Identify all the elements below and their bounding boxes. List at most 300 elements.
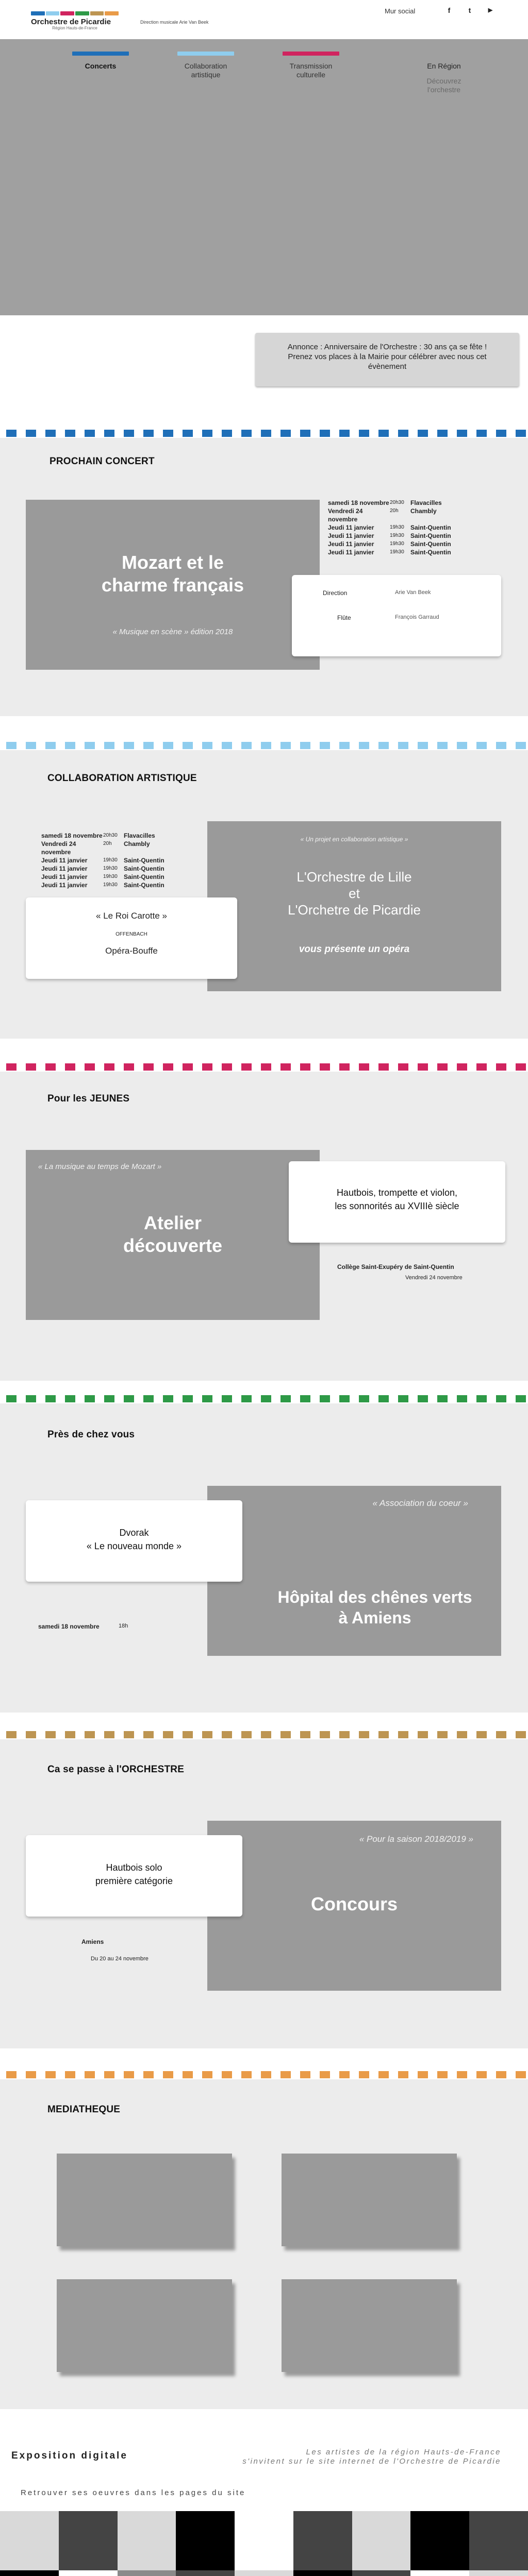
concert-cast-card	[292, 575, 501, 656]
strip-dot	[476, 1395, 487, 1402]
strip-dot	[300, 430, 310, 437]
strip-dot	[241, 1731, 252, 1738]
heading-line: Hôpital des chênes verts	[277, 1588, 472, 1606]
strip-dot	[398, 1063, 408, 1071]
nav-bar-pink	[283, 52, 339, 56]
strip-dot	[418, 430, 428, 437]
strip-dot	[163, 2071, 173, 2078]
strip-dot	[26, 430, 36, 437]
artwork-tile[interactable]	[469, 2511, 528, 2570]
strip-dot	[143, 1395, 154, 1402]
strip-dot	[261, 2071, 271, 2078]
section-strip-lightblue	[0, 742, 528, 750]
pres-time: 18h	[119, 1623, 128, 1629]
strip-dot	[222, 1063, 232, 1071]
direction-label: Direction	[323, 589, 348, 597]
nav-discover-line: Découvrez	[426, 77, 461, 85]
strip-dot	[359, 2071, 369, 2078]
artwork-tile[interactable]	[235, 2511, 293, 2570]
direction-value: Arie Van Beek	[395, 589, 431, 596]
strip-dot	[45, 2071, 56, 2078]
nav-discover[interactable]	[416, 77, 472, 94]
nav-concerts[interactable]	[72, 52, 129, 71]
schedule-time: 19h30	[103, 857, 118, 863]
strip-dot	[476, 1731, 487, 1738]
artwork-tile[interactable]	[235, 2570, 293, 2576]
concert-tagline: « Musique en scène » édition 2018	[112, 628, 233, 636]
schedule-row	[328, 523, 451, 532]
strip-dot	[418, 1063, 428, 1071]
expo-line: s'invitent sur le site internet de l'Orchestre de Picardie	[242, 2457, 501, 2466]
pres-date: samedi 18 novembre	[38, 1623, 100, 1630]
nav-bar-blue	[72, 52, 129, 56]
strip-dot	[359, 430, 369, 437]
strip-dot	[85, 1063, 95, 1071]
section-title: MEDIATHEQUE	[47, 2104, 121, 2115]
schedule-row	[41, 873, 164, 881]
strip-dot	[398, 1395, 408, 1402]
schedule-time: 19h30	[390, 524, 404, 530]
section-title: Près de chez vous	[47, 1429, 135, 1440]
schedule-row	[328, 540, 451, 548]
nav-bar-lightblue	[177, 52, 234, 56]
artwork-tile[interactable]	[293, 2511, 352, 2570]
section-title: Ca se passe à l'ORCHESTRE	[47, 1764, 185, 1775]
artwork-tile[interactable]	[469, 2570, 528, 2576]
schedule-time: 19h30	[103, 866, 118, 871]
strip-dot	[65, 430, 75, 437]
logo-name[interactable]: Orchestre de Picardie	[31, 18, 111, 26]
expo-line: Les artistes de la région Hauts-de-France	[306, 2448, 501, 2456]
section-strip-blue	[0, 430, 528, 438]
announce-line: Prenez vos places à la Mairie pour célébrer avec nous cet	[288, 352, 487, 361]
card-line: première catégorie	[95, 1876, 173, 1886]
nav-label: Concerts	[85, 62, 117, 70]
strip-dot	[339, 430, 350, 437]
strip-dot	[183, 2071, 193, 2078]
strip-dot	[26, 742, 36, 749]
schedule-date: Jeudi 11 janvier	[328, 549, 374, 556]
schedule-place: Flavacilles	[410, 499, 442, 506]
strip-dot	[359, 742, 369, 749]
strip-dot	[359, 1063, 369, 1071]
card-line: les sonnorités au XVIIIè siècle	[335, 1201, 459, 1211]
strip-dot	[6, 2071, 16, 2078]
strip-dot	[398, 2071, 408, 2078]
strip-dot	[183, 1063, 193, 1071]
artwork-tile[interactable]	[59, 2570, 118, 2576]
strip-dot	[202, 1731, 212, 1738]
strip-dot	[241, 1063, 252, 1071]
strip-dot	[241, 430, 252, 437]
announce-line: Annonce : Anniversaire de l'Orchestre : 30 ans ça se fête !	[287, 343, 487, 351]
jeunes-card[interactable]	[289, 1161, 505, 1243]
card-line: « Le nouveau monde »	[86, 1541, 182, 1551]
strip-dot	[124, 1731, 134, 1738]
strip-dot	[104, 1063, 114, 1071]
strip-dot	[418, 2071, 428, 2078]
schedule-time: 20h	[390, 508, 399, 514]
strip-dot	[104, 430, 114, 437]
strip-dot	[300, 742, 310, 749]
strip-dot	[26, 1731, 36, 1738]
strip-dot	[496, 742, 506, 749]
schedule-row	[41, 840, 164, 856]
artwork-tile[interactable]	[0, 2570, 59, 2576]
strip-dot	[496, 2071, 506, 2078]
strip-dot	[65, 1395, 75, 1402]
strip-dot	[124, 2071, 134, 2078]
strip-dot	[183, 1395, 193, 1402]
media-thumbnail[interactable]	[57, 2279, 232, 2372]
strip-dot	[261, 1731, 271, 1738]
logo-subtitle: Région Hauts-de-France	[52, 26, 97, 30]
strip-dot	[124, 1395, 134, 1402]
concert-heading	[26, 551, 320, 597]
heading-line: charme français	[101, 574, 244, 596]
strip-dot	[457, 1395, 467, 1402]
music-director: Direction musicale Arie Van Beek	[140, 20, 209, 25]
schedule-place: Saint-Quentin	[124, 865, 164, 872]
strip-dot	[320, 742, 330, 749]
strip-dot	[496, 430, 506, 437]
strip-dot	[26, 1063, 36, 1071]
schedule-row	[328, 499, 451, 507]
strip-dot	[457, 430, 467, 437]
section-strip-orange	[0, 2071, 528, 2079]
collab-sub: vous présente un opéra	[299, 944, 410, 955]
collab-card[interactable]	[26, 897, 237, 979]
schedule-date: Jeudi 11 janvier	[41, 873, 88, 880]
card-text	[26, 1861, 242, 1888]
schedule-date: Jeudi 11 janvier	[41, 865, 88, 872]
collab-block[interactable]	[207, 821, 501, 991]
announcement-banner[interactable]	[255, 333, 519, 386]
section-title: Pour les JEUNES	[47, 1093, 130, 1104]
expo-description	[197, 2448, 501, 2466]
strip-dot	[163, 430, 173, 437]
strip-dot	[104, 1731, 114, 1738]
strip-dot	[300, 1395, 310, 1402]
nav-region-label: En Région	[427, 62, 461, 70]
schedule-date: Jeudi 11 janvier	[41, 857, 88, 864]
strip-dot	[418, 742, 428, 749]
strip-dot	[516, 2071, 526, 2078]
facebook-icon[interactable]: f	[448, 6, 451, 14]
collab-tagline: « Un projet en collaboration artistique »	[300, 836, 408, 843]
heading-line: L'Orchetre de Picardie	[288, 902, 421, 918]
strip-dot	[378, 1395, 389, 1402]
strip-dot	[516, 1731, 526, 1738]
strip-dot	[398, 430, 408, 437]
strip-dot	[6, 430, 16, 437]
strip-dot	[437, 1063, 448, 1071]
heading-line: Mozart et le	[121, 552, 224, 573]
strip-dot	[85, 742, 95, 749]
strip-dot	[300, 1731, 310, 1738]
strip-dot	[300, 1063, 310, 1071]
strip-dot	[339, 1063, 350, 1071]
strip-dot	[45, 1063, 56, 1071]
strip-dot	[163, 1063, 173, 1071]
schedule-date: Jeudi 11 janvier	[328, 540, 374, 548]
strip-dot	[457, 2071, 467, 2078]
nav-label: artistique	[191, 71, 221, 79]
strip-dot	[437, 742, 448, 749]
heading-line: à Amiens	[338, 1608, 411, 1627]
jeunes-date: Vendredi 24 novembre	[405, 1275, 463, 1281]
strip-dot	[85, 1395, 95, 1402]
schedule-place: Chambly	[124, 840, 150, 848]
orchestre-place: Amiens	[81, 1938, 104, 1945]
strip-dot	[202, 430, 212, 437]
strip-dot	[378, 430, 389, 437]
strip-dot	[65, 1063, 75, 1071]
concert-schedule	[328, 499, 451, 556]
strip-dot	[45, 1731, 56, 1738]
artwork-tile[interactable]	[59, 2511, 118, 2570]
schedule-time: 20h30	[103, 833, 118, 838]
strip-dot	[202, 742, 212, 749]
strip-dot	[241, 742, 252, 749]
strip-dot	[222, 742, 232, 749]
strip-dot	[45, 742, 56, 749]
strip-dot	[183, 430, 193, 437]
schedule-date: samedi 18 novembre	[328, 499, 389, 506]
schedule-row	[41, 865, 164, 873]
artwork-tile[interactable]	[118, 2570, 176, 2576]
orchestre-block[interactable]	[207, 1821, 501, 1991]
strip-dot	[261, 742, 271, 749]
strip-dot	[85, 430, 95, 437]
strip-dot	[378, 742, 389, 749]
strip-dot	[222, 1731, 232, 1738]
strip-dot	[163, 742, 173, 749]
schedule-time: 19h30	[390, 533, 404, 538]
concert-block[interactable]	[26, 500, 320, 670]
pres-card[interactable]	[26, 1500, 242, 1582]
strip-dot	[398, 1731, 408, 1738]
heading-line: découverte	[123, 1235, 223, 1256]
strip-dot	[300, 2071, 310, 2078]
orchestre-heading: Concours	[310, 1893, 398, 1914]
strip-dot	[261, 430, 271, 437]
schedule-row	[41, 832, 164, 840]
strip-dot	[26, 2071, 36, 2078]
artwork-tile[interactable]	[410, 2511, 469, 2570]
strip-dot	[45, 430, 56, 437]
schedule-date: Jeudi 11 janvier	[41, 882, 88, 889]
nav-discover-line: l'orchestre	[427, 86, 461, 94]
collab-heading	[207, 869, 501, 918]
schedule-place: Saint-Quentin	[410, 524, 451, 531]
strip-dot	[320, 430, 330, 437]
artwork-tile[interactable]	[0, 2511, 59, 2570]
artwork-tile[interactable]	[293, 2570, 352, 2576]
schedule-time: 20h	[103, 841, 112, 846]
social-label[interactable]: Mur social	[385, 7, 416, 15]
expo-subtitle: Retrouver ses oeuvres dans les pages du site	[21, 2488, 246, 2497]
strip-dot	[437, 1731, 448, 1738]
flute-value: François Garraud	[395, 614, 439, 620]
strip-dot	[457, 1063, 467, 1071]
strip-dot	[339, 1395, 350, 1402]
strip-dot	[437, 1395, 448, 1402]
media-thumbnail[interactable]	[282, 2279, 457, 2372]
strip-dot	[516, 742, 526, 749]
artwork-tile[interactable]	[352, 2570, 411, 2576]
strip-dot	[359, 1395, 369, 1402]
collab-schedule	[41, 832, 164, 889]
strip-dot	[339, 1731, 350, 1738]
strip-dot	[516, 1063, 526, 1071]
schedule-place: Saint-Quentin	[410, 532, 451, 539]
flute-label: Flûte	[337, 614, 351, 621]
nav-region[interactable]	[416, 62, 472, 94]
strip-dot	[457, 742, 467, 749]
schedule-place: Saint-Quentin	[124, 857, 164, 864]
schedule-date: Jeudi 11 janvier	[328, 524, 374, 531]
section-strip-gold	[0, 1731, 528, 1739]
strip-dot	[65, 742, 75, 749]
strip-dot	[143, 1063, 154, 1071]
artwork-tile[interactable]	[410, 2570, 469, 2576]
media-thumbnail[interactable]	[282, 2154, 457, 2246]
pres-tagline: « Association du coeur »	[372, 1498, 468, 1508]
strip-dot	[143, 742, 154, 749]
expo-title: Exposition digitale	[11, 2450, 128, 2461]
strip-dot	[6, 1063, 16, 1071]
schedule-place: Chambly	[410, 507, 437, 515]
jeunes-block[interactable]	[26, 1150, 320, 1320]
twitter-icon[interactable]: t	[468, 6, 471, 14]
nav-label: culturelle	[296, 71, 326, 79]
schedule-place: Saint-Quentin	[410, 549, 451, 556]
schedule-date: Vendredi 24 novembre	[41, 840, 76, 856]
jeunes-tagline: « La musique au temps de Mozart »	[38, 1162, 162, 1171]
strip-dot	[476, 430, 487, 437]
strip-dot	[6, 1395, 16, 1402]
strip-dot	[124, 430, 134, 437]
strip-dot	[280, 1063, 291, 1071]
artwork-tile[interactable]	[176, 2570, 235, 2576]
strip-dot	[280, 430, 291, 437]
card-text	[289, 1186, 505, 1213]
strip-dot	[280, 1731, 291, 1738]
schedule-row	[328, 548, 451, 556]
nav-transmission[interactable]	[283, 52, 339, 79]
strip-dot	[378, 1731, 389, 1738]
strip-dot	[65, 1731, 75, 1738]
card-line: Dvorak	[119, 1528, 149, 1538]
card-line: Hautbois solo	[106, 1862, 162, 1873]
schedule-time: 20h30	[390, 500, 404, 505]
strip-dot	[85, 1731, 95, 1738]
strip-dot	[241, 2071, 252, 2078]
artwork-tile[interactable]	[118, 2511, 176, 2570]
strip-dot	[437, 430, 448, 437]
strip-dot	[261, 1395, 271, 1402]
strip-dot	[496, 1731, 506, 1738]
strip-dot	[143, 1731, 154, 1738]
strip-dot	[143, 2071, 154, 2078]
heading-line: L'Orchestre de Lille	[296, 869, 412, 885]
strip-dot	[163, 1731, 173, 1738]
schedule-place: Saint-Quentin	[410, 540, 451, 548]
nav-collaboration[interactable]	[177, 52, 234, 79]
strip-dot	[320, 2071, 330, 2078]
strip-dot	[222, 1395, 232, 1402]
strip-dot	[202, 1395, 212, 1402]
strip-dot	[320, 1395, 330, 1402]
strip-dot	[26, 1395, 36, 1402]
strip-dot	[45, 1395, 56, 1402]
strip-dot	[437, 2071, 448, 2078]
strip-dot	[496, 1063, 506, 1071]
pres-block[interactable]	[207, 1486, 501, 1656]
nav-label: Transmission	[289, 62, 333, 70]
schedule-time: 19h30	[103, 882, 118, 888]
orchestre-date: Du 20 au 24 novembre	[91, 1956, 148, 1962]
strip-dot	[6, 1731, 16, 1738]
strip-dot	[163, 1395, 173, 1402]
schedule-place: Saint-Quentin	[124, 882, 164, 889]
card-composer: OFFENBACH	[116, 931, 147, 937]
strip-dot	[280, 2071, 291, 2078]
strip-dot	[378, 2071, 389, 2078]
strip-dot	[418, 1731, 428, 1738]
strip-dot	[202, 1063, 212, 1071]
strip-dot	[202, 2071, 212, 2078]
strip-dot	[476, 2071, 487, 2078]
schedule-row	[41, 856, 164, 865]
strip-dot	[320, 1731, 330, 1738]
schedule-place: Saint-Quentin	[124, 873, 164, 880]
strip-dot	[516, 1395, 526, 1402]
media-thumbnail[interactable]	[57, 2154, 232, 2246]
logo-color-bar	[31, 11, 120, 15]
section-title: PROCHAIN CONCERT	[50, 456, 155, 467]
schedule-place: Flavacilles	[124, 832, 155, 839]
schedule-date: samedi 18 novembre	[41, 832, 103, 839]
youtube-icon[interactable]: ▶	[488, 7, 493, 13]
artwork-tile[interactable]	[176, 2511, 235, 2570]
schedule-time: 19h30	[390, 549, 404, 555]
strip-dot	[280, 742, 291, 749]
schedule-time: 19h30	[390, 541, 404, 547]
orchestre-tagline: « Pour la saison 2018/2019 »	[359, 1834, 473, 1844]
strip-dot	[241, 1395, 252, 1402]
strip-dot	[457, 1731, 467, 1738]
pres-heading	[249, 1587, 501, 1628]
section-strip-pink	[0, 1063, 528, 1072]
strip-dot	[516, 430, 526, 437]
section-title: COLLABORATION ARTISTIQUE	[47, 773, 197, 784]
artwork-tile[interactable]	[352, 2511, 411, 2570]
orchestre-card[interactable]	[26, 1835, 242, 1917]
strip-dot	[104, 742, 114, 749]
strip-dot	[124, 1063, 134, 1071]
schedule-date: Jeudi 11 janvier	[328, 532, 374, 539]
card-line: Hautbois, trompette et violon,	[336, 1188, 458, 1198]
strip-dot	[65, 2071, 75, 2078]
strip-dot	[261, 1063, 271, 1071]
strip-dot	[359, 1731, 369, 1738]
schedule-row	[41, 881, 164, 889]
section-strip-green	[0, 1395, 528, 1403]
expo-gallery	[0, 2511, 528, 2576]
card-text	[26, 1526, 242, 1553]
